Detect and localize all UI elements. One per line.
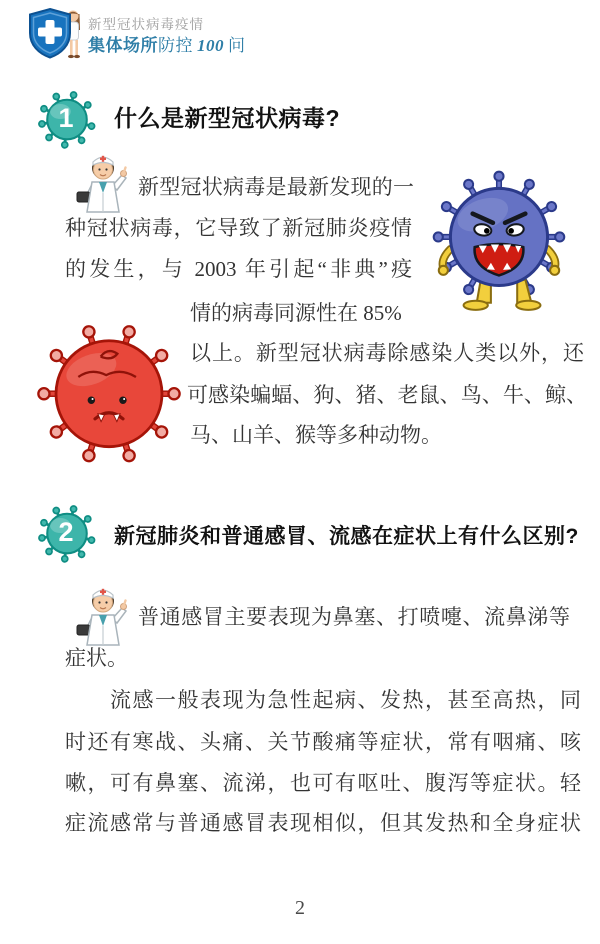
header-topic: 新型冠状病毒疫情 xyxy=(88,17,204,32)
shield-cross-nurse-logo-icon xyxy=(26,5,88,63)
page-number: 2 xyxy=(295,897,305,919)
question-2-title: 新冠肺炎和普通感冒、流感在症状上有什么区别? xyxy=(114,525,579,548)
sad-red-virus-illustration xyxy=(30,310,188,470)
angry-blue-virus-illustration xyxy=(416,164,584,316)
question-number: 1 xyxy=(58,102,74,133)
answer-line: 时还有寒战、头痛、关节酸痛等症状，常有咽痛、咳 xyxy=(65,730,581,754)
answer-line: 可感染蝙蝠、狗、猪、老鼠、鸟、牛、鲸、 xyxy=(187,383,587,407)
question-number: 2 xyxy=(58,516,74,547)
answer-line: 症流感常与普通感冒表现相似，但其发热和全身症状 xyxy=(65,811,581,835)
series-bold-label: 集体场所 xyxy=(88,36,158,55)
series-label: 防控 xyxy=(158,36,193,55)
series-number: 100 xyxy=(197,36,224,55)
answer-line: 嗽，可有鼻塞、流涕，也可有呕吐、腹泻等症状。轻 xyxy=(65,771,581,795)
answer-line: 情的病毒同源性在 85% xyxy=(190,301,402,325)
question-1-title: 什么是新型冠状病毒? xyxy=(114,105,341,131)
doctor-icon xyxy=(72,148,134,216)
header-series xyxy=(88,31,246,56)
question-2-badge xyxy=(34,502,100,566)
answer-line: 的发生，与 2003 年引起“非典”疫 xyxy=(65,257,412,281)
answer-line: 流感一般表现为急性起病、发热，甚至高热，同 xyxy=(110,688,581,712)
answer-line: 症状。 xyxy=(65,646,128,670)
series-suffix: 问 xyxy=(228,36,246,55)
answer-line: 新型冠状病毒是最新发现的一 xyxy=(138,175,414,199)
answer-line: 种冠状病毒，它导致了新冠肺炎疫情 xyxy=(65,216,412,240)
answer-line: 以上。新型冠状病毒除感染人类以外，还 xyxy=(190,341,584,365)
doctor-icon xyxy=(72,581,134,649)
shield-cross-icon xyxy=(30,9,70,58)
answer-line: 普通感冒主要表现为鼻塞、打喷嚏、流鼻涕等 xyxy=(138,605,570,629)
answer-line: 马、山羊、猴等多种动物。 xyxy=(190,423,442,447)
question-1-badge xyxy=(34,88,100,152)
